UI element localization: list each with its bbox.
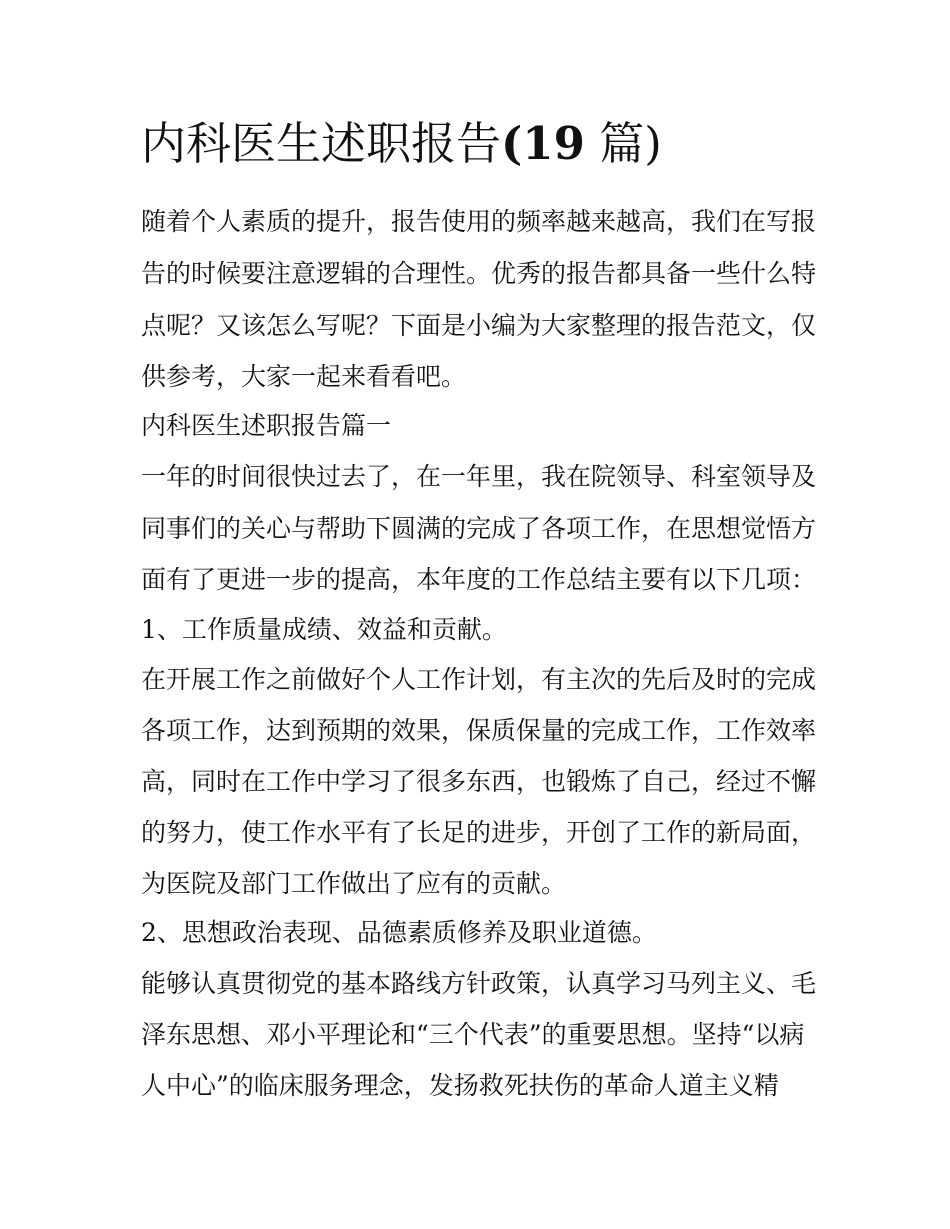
paragraph-line: 供参考，大家一起来看看吧。 [141,362,467,391]
paragraph-line: 告的时候要注意逻辑的合理性。优秀的报告都具备一些什么特 [141,259,817,288]
paragraph-line: 一年的时间很快过去了，在一年里，我在院领导、科室领导及 [141,462,817,491]
list-heading: 1、工作质量成绩、效益和贡献。 [141,615,507,644]
section-heading: 内科医生述职报告篇一 [141,411,392,440]
paragraph-line: 随着个人素质的提升，报告使用的频率越来越高，我们在写报 [141,207,817,236]
title-tail: 篇) [599,117,662,170]
paragraph-line: 人中心”的临床服务理念，发扬救死扶伤的革命人道主义精 [141,1071,779,1100]
paragraph-line: 点呢？又该怎么写呢？下面是小编为大家整理的报告范文，仅 [141,311,817,340]
list-heading: 2、思想政治表现、品德素质修养及职业道德。 [141,918,657,947]
paragraph-line: 泽东思想、邓小平理论和“三个代表”的重要思想。坚持“以病 [141,1020,805,1049]
paragraph-line: 在开展工作之前做好个人工作计划，有主次的先后及时的完成 [141,665,817,694]
title-count: (19 [501,117,585,170]
title-main: 内科医生述职报告 [141,117,502,170]
paragraph-line: 为医院及部门工作做出了应有的贡献。 [141,869,567,898]
paragraph-line: 同事们的关心与帮助下圆满的完成了各项工作，在思想觉悟方 [141,514,817,543]
paragraph-line: 各项工作，达到预期的效果，保质保量的完成工作，工作效率 [141,716,817,745]
paragraph-line: 面有了更进一步的提高，本年度的工作总结主要有以下几项： [141,565,817,594]
paragraph-line: 高，同时在工作中学习了很多东西，也锻炼了自己，经过不懈 [141,767,817,796]
paragraph-line: 的努力，使工作水平有了长足的进步，开创了工作的新局面， [141,818,817,847]
document-title [141,112,841,176]
paragraph-line: 能够认真贯彻党的基本路线方针政策，认真学习马列主义、毛 [141,969,817,998]
